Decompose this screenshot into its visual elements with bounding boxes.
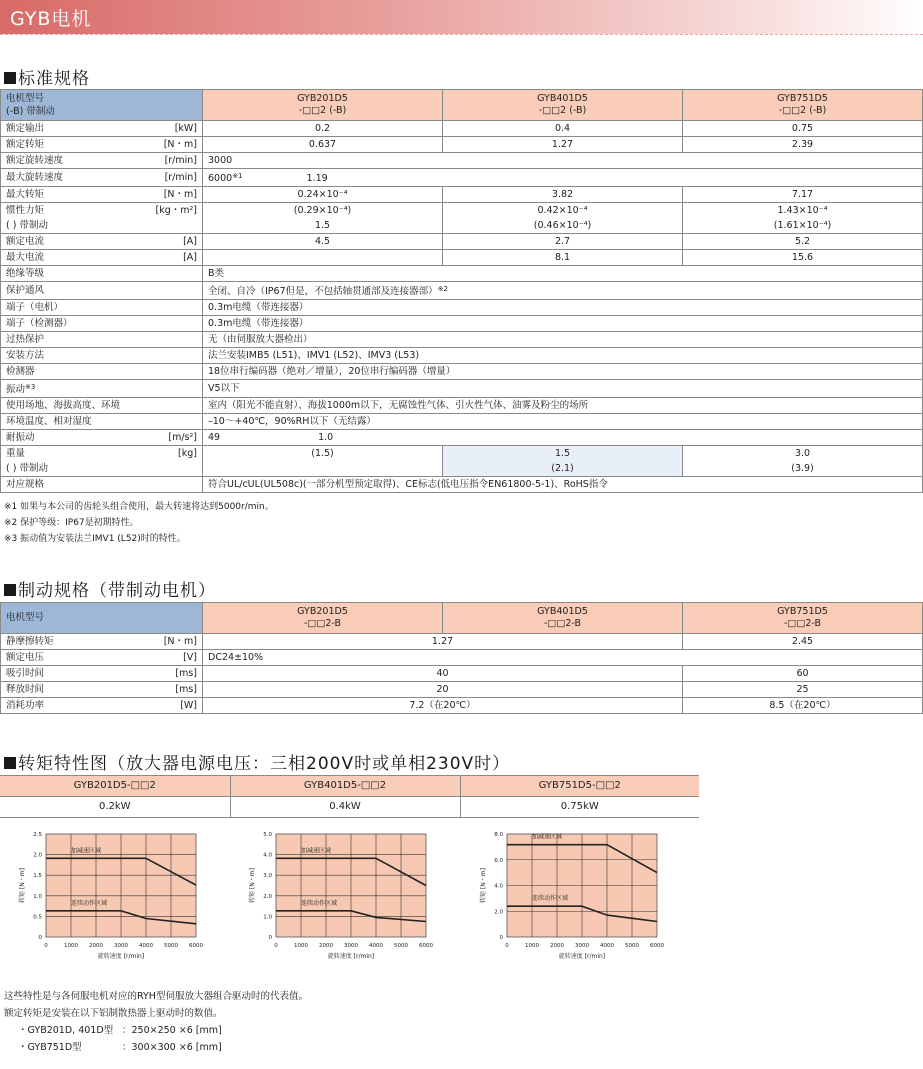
section-title-text: 标准规格 xyxy=(18,69,90,89)
x-axis-label: 旋转速度 [r/min] xyxy=(558,953,606,960)
chart-svg xyxy=(242,826,442,966)
x-tick-label: 0 xyxy=(44,943,48,949)
cell-value: 40 xyxy=(203,666,683,682)
table-row xyxy=(1,477,923,493)
y-tick-label: 1.0 xyxy=(263,914,272,921)
cell-value: 20 xyxy=(203,682,683,698)
heatsink-size: ：250×250 ×6 [mm] xyxy=(122,1025,222,1036)
y-tick-label: 1.0 xyxy=(33,893,42,900)
x-tick-label: 0 xyxy=(505,943,509,949)
cell-value: 无（由伺服放大器检出） xyxy=(203,332,923,348)
y-tick-label: 3.0 xyxy=(263,873,272,880)
row-unit: [kg] xyxy=(178,448,197,459)
chart-svg xyxy=(473,826,673,966)
x-tick-label: 6000 xyxy=(650,943,664,949)
row-label: 消耗功率 xyxy=(6,699,45,711)
row-unit: [W] xyxy=(180,699,197,711)
row-label: 使用场地、海拔高度、环境 xyxy=(1,398,203,414)
row-label: 安装方法 xyxy=(1,348,203,364)
cell-value: –10～+40℃，90%RH以下（无结露） xyxy=(203,414,923,430)
row-unit: [r/min] xyxy=(164,154,197,166)
x-tick-label: 1000 xyxy=(294,943,308,949)
torque-chart-751 xyxy=(473,826,673,970)
row-label-brake: ( ) 带制动 xyxy=(6,220,48,231)
cell-value: 0.637 xyxy=(203,137,443,153)
footnote-mark: ※2 xyxy=(437,285,448,293)
cell-value: 2.7 xyxy=(443,234,683,250)
table-row xyxy=(1,266,923,282)
y-tick-label: 2.0 xyxy=(494,909,503,916)
y-axis-label: 转矩 [N・m] xyxy=(19,868,26,903)
section-title-text: 制动规格（带制动电机） xyxy=(18,581,216,601)
row-label: 耐振动 xyxy=(6,431,35,443)
y-tick-label: 5.0 xyxy=(263,832,272,838)
footnote-mark: ※1 xyxy=(232,172,243,180)
heatsink-item xyxy=(18,1039,222,1053)
table-row xyxy=(1,153,923,169)
cell-value: (2.1) xyxy=(551,463,574,474)
cell-value: V5以下 xyxy=(203,380,923,398)
area-label-continuous: 连续动作区域 xyxy=(71,899,108,907)
table-row xyxy=(1,169,923,187)
torque-chart-201 xyxy=(12,826,212,970)
cell-value xyxy=(203,250,443,266)
chart-svg xyxy=(12,826,212,966)
row-label: 保护通风 xyxy=(1,282,203,300)
table-row xyxy=(1,300,923,316)
row-label: 振动 xyxy=(6,384,26,395)
cell-value: 49 xyxy=(208,431,221,443)
torque-output-401: 0.4kW xyxy=(230,797,460,818)
table-row xyxy=(1,380,923,398)
row-unit: [r/min] xyxy=(164,171,197,183)
table-row xyxy=(1,430,923,446)
heatsink-item xyxy=(18,1022,222,1036)
cell-value: (0.46×10⁻⁴) xyxy=(533,220,592,231)
cell-value: 0.42×10⁻⁴ xyxy=(537,205,588,216)
cell-value: 1.5 xyxy=(554,448,571,459)
row-label: 额定旋转速度 xyxy=(6,154,64,166)
table-row xyxy=(1,364,923,380)
cell-value: 7.2（在20℃） xyxy=(203,698,683,714)
area-label-continuous: 连续动作区域 xyxy=(301,899,338,907)
row-unit: [ms] xyxy=(175,683,197,695)
cell-value: 18位串行编码器（绝对／增量），20位串行编码器（增量） xyxy=(203,364,923,380)
table-row xyxy=(1,666,923,682)
y-tick-label: 0.5 xyxy=(33,914,42,921)
footnote: ※3 振动值为安装法兰IMV1 (L52)时的特性。 xyxy=(4,534,186,544)
cell-value: 0.75 xyxy=(683,121,923,137)
standard-spec-table xyxy=(0,89,923,493)
cell-value: 室内（阳光不能直射）、海拔1000m以下，无腐蚀性气体、引火性气体、油雾及粉尘的场所 xyxy=(203,398,923,414)
row-label: 环境温度、相对湿度 xyxy=(1,414,203,430)
table-row xyxy=(1,137,923,153)
cell-value: 3.0 xyxy=(794,448,811,459)
square-bullet-icon xyxy=(4,584,16,596)
row-label: 额定输出 xyxy=(6,122,45,134)
x-tick-label: 6000 xyxy=(189,943,203,949)
y-axis-label: 转矩 [N・m] xyxy=(480,868,487,903)
cell-value: 25 xyxy=(683,682,923,698)
cell-value: (3.9) xyxy=(791,463,814,474)
row-unit: [N・m] xyxy=(163,188,197,200)
row-label: 最大转矩 xyxy=(6,188,45,200)
torque-model-201: GYB201D5-□□2 xyxy=(0,776,230,797)
header-model-751: GYB751D5 -□□2-B xyxy=(683,603,923,634)
torque-model-401: GYB401D5-□□2 xyxy=(230,776,460,797)
x-tick-label: 3000 xyxy=(344,943,358,949)
cell-value: 6000 xyxy=(208,173,233,184)
row-label: 重量 xyxy=(6,448,26,459)
torque-model-751: GYB751D5-□□2 xyxy=(460,776,699,797)
cell-value: 0.3m电缆（带连接器） xyxy=(203,300,923,316)
cell-value: 3000 xyxy=(203,153,923,169)
table-row xyxy=(1,348,923,364)
row-unit: [kg・m²] xyxy=(155,205,197,216)
y-axis-label: 转矩 [N・m] xyxy=(249,868,256,903)
cell-value: 1.27 xyxy=(203,634,683,650)
footnote: ※2 保护等级：IP67是初期特性。 xyxy=(4,518,139,528)
cell-value: 法兰安装IMB5 (L51)、IMV1 (L52)、IMV3 (L53) xyxy=(203,348,923,364)
x-tick-label: 6000 xyxy=(419,943,433,949)
table-row xyxy=(1,121,923,137)
table-row xyxy=(1,446,923,477)
cell-value: 2.45 xyxy=(683,634,923,650)
row-unit: [V] xyxy=(183,651,197,663)
section-title-text: 转矩特性图（放大器电源电压：三相200V时或单相230V时） xyxy=(18,754,511,774)
x-tick-label: 3000 xyxy=(114,943,128,949)
table-row xyxy=(1,698,923,714)
x-tick-label: 0 xyxy=(274,943,278,949)
heatsink-model: ・GYB201D, 401D型 xyxy=(18,1025,114,1036)
cell-value: 1.43×10⁻⁴ xyxy=(777,205,828,216)
header-model-751: GYB751D5 -□□2 (-B) xyxy=(683,90,923,121)
row-label: 惯性力矩 xyxy=(6,205,45,216)
cell-value: DC24±10% xyxy=(203,650,923,666)
x-axis-label: 旋转速度 [r/min] xyxy=(97,953,145,960)
cell-value: 8.1 xyxy=(443,250,683,266)
torque-model-table xyxy=(0,775,699,818)
cell-value: 60 xyxy=(683,666,923,682)
cell-value: 8.5（在20℃） xyxy=(683,698,923,714)
torque-output-751: 0.75kW xyxy=(460,797,699,818)
x-tick-label: 2000 xyxy=(550,943,564,949)
table-header-row xyxy=(0,776,699,797)
table-row xyxy=(1,634,923,650)
cell-value: 1.5 xyxy=(314,220,331,231)
area-label-accel: 加减速区域 xyxy=(532,833,563,841)
heatsink-size: ：300×300 ×6 [mm] xyxy=(122,1042,222,1053)
table-row xyxy=(1,682,923,698)
row-label: 对应规格 xyxy=(1,477,203,493)
y-tick-label: 2.0 xyxy=(263,893,272,900)
table-row xyxy=(1,234,923,250)
footnote: ※1 如果与本公司的齿轮头组合使用，最大转速将达到5000r/min。 xyxy=(4,502,274,512)
cell-value: 符合UL/cUL(UL508c)(一部分机型预定取得)、CE标志(低电压指令EN61800-5-1)、RoHS指令 xyxy=(203,477,923,493)
y-tick-label: 8.0 xyxy=(494,832,503,838)
row-unit: [m/s²] xyxy=(168,431,197,443)
y-tick-label: 0 xyxy=(38,935,42,941)
x-tick-label: 1000 xyxy=(525,943,539,949)
cell-value: 7.17 xyxy=(683,187,923,203)
y-tick-label: 0 xyxy=(499,935,503,941)
header-model-201: GYB201D5 -□□2 (-B) xyxy=(203,90,443,121)
y-tick-label: 0 xyxy=(268,935,272,941)
cell-value: (1.5) xyxy=(311,448,334,459)
header-model-201: GYB201D5 -□□2-B xyxy=(203,603,443,634)
header-model-401: GYB401D5 -□□2 (-B) xyxy=(443,90,683,121)
cell-value: 0.24×10⁻⁴ xyxy=(203,187,443,203)
area-label-accel: 加减速区域 xyxy=(301,847,332,855)
table-row xyxy=(1,282,923,300)
section-title-standard xyxy=(4,64,90,89)
x-tick-label: 4000 xyxy=(600,943,614,949)
x-axis-label: 旋转速度 [r/min] xyxy=(327,953,375,960)
x-tick-label: 5000 xyxy=(394,943,408,949)
cell-value: 1.0 xyxy=(318,431,334,443)
section-title-brake xyxy=(4,576,216,601)
cell-value: 2.39 xyxy=(683,137,923,153)
area-label-continuous: 连续动作区域 xyxy=(532,895,569,903)
cell-value: 5.2 xyxy=(683,234,923,250)
table-row xyxy=(1,187,923,203)
banner-title: GYB电机 xyxy=(10,8,92,30)
footer-line: 这些特性是与各伺服电机对应的RYH型伺服放大器组合驱动时的代表值。 xyxy=(4,991,308,1002)
row-unit: [A] xyxy=(183,251,197,263)
cell-value: (1.61×10⁻⁴) xyxy=(773,220,832,231)
cell-value: 全闭、自冷（IP67但是，不包括轴贯通部及连接器部） xyxy=(208,286,438,297)
cell-value: (0.29×10⁻⁴) xyxy=(293,205,352,216)
x-tick-label: 2000 xyxy=(319,943,333,949)
x-tick-label: 5000 xyxy=(164,943,178,949)
table-header-row xyxy=(1,90,923,121)
y-tick-label: 6.0 xyxy=(494,857,503,864)
cell-value: 3.82 xyxy=(443,187,683,203)
row-label: 最大旋转速度 xyxy=(6,171,64,183)
section-title-torque xyxy=(4,749,510,774)
y-tick-label: 1.5 xyxy=(33,873,42,880)
row-unit: [N・m] xyxy=(163,635,197,647)
row-label: 释放时间 xyxy=(6,683,45,695)
page-banner xyxy=(0,0,923,34)
area-label-accel: 加减速区域 xyxy=(71,847,102,855)
row-label: 吸引时间 xyxy=(6,667,45,679)
y-tick-label: 4.0 xyxy=(494,883,503,890)
cell-value: 1.27 xyxy=(443,137,683,153)
table-row xyxy=(1,398,923,414)
row-unit: [ms] xyxy=(175,667,197,679)
row-label: 最大电流 xyxy=(6,251,45,263)
cell-value: 1.19 xyxy=(306,173,328,184)
y-tick-label: 2.0 xyxy=(33,852,42,859)
square-bullet-icon xyxy=(4,757,16,769)
header-model-label: 电机型号 xyxy=(1,603,203,634)
row-label-brake: ( ) 带制动 xyxy=(6,463,48,474)
cell-value: 0.3m电缆（带连接器） xyxy=(203,316,923,332)
table-row xyxy=(1,250,923,266)
row-unit: [A] xyxy=(183,235,197,247)
square-bullet-icon xyxy=(4,72,16,84)
x-tick-label: 4000 xyxy=(139,943,153,949)
cell-value: 0.4 xyxy=(443,121,683,137)
row-unit: [N・m] xyxy=(163,138,197,150)
row-label: 端子（检测器） xyxy=(1,316,203,332)
cell-value: 0.2 xyxy=(203,121,443,137)
row-label: 额定转矩 xyxy=(6,138,45,150)
header-model-401: GYB401D5 -□□2-B xyxy=(443,603,683,634)
footer-line: 额定转矩是安装在以下铝制散热器上驱动时的数值。 xyxy=(4,1008,223,1019)
header-model-label: 电机型号 (-B) 带制动 xyxy=(1,90,203,121)
torque-chart-401 xyxy=(242,826,442,970)
x-tick-label: 4000 xyxy=(369,943,383,949)
row-label: 绝缘等级 xyxy=(1,266,203,282)
y-tick-label: 2.5 xyxy=(33,832,42,838)
torque-output-201: 0.2kW xyxy=(0,797,230,818)
table-row xyxy=(1,316,923,332)
table-header-row xyxy=(1,603,923,634)
row-label: 额定电流 xyxy=(6,235,45,247)
footnote-mark: ※3 xyxy=(25,383,36,391)
cell-value: 15.6 xyxy=(683,250,923,266)
row-label: 检测器 xyxy=(1,364,203,380)
y-tick-label: 4.0 xyxy=(263,852,272,859)
row-label: 额定电压 xyxy=(6,651,45,663)
row-label: 静摩擦转矩 xyxy=(6,635,54,647)
x-tick-label: 3000 xyxy=(575,943,589,949)
brake-spec-table xyxy=(0,602,923,714)
table-row xyxy=(0,797,699,818)
row-unit: [kW] xyxy=(174,122,197,134)
cell-value: B类 xyxy=(203,266,923,282)
heatsink-model: ・GYB751D型 xyxy=(18,1042,82,1053)
table-row xyxy=(1,414,923,430)
table-row xyxy=(1,650,923,666)
x-tick-label: 2000 xyxy=(89,943,103,949)
table-row xyxy=(1,203,923,234)
row-label: 端子（电机） xyxy=(1,300,203,316)
row-label: 过热保护 xyxy=(1,332,203,348)
x-tick-label: 1000 xyxy=(64,943,78,949)
banner-divider xyxy=(0,34,923,35)
x-tick-label: 5000 xyxy=(625,943,639,949)
table-row xyxy=(1,332,923,348)
cell-value: 4.5 xyxy=(203,234,443,250)
